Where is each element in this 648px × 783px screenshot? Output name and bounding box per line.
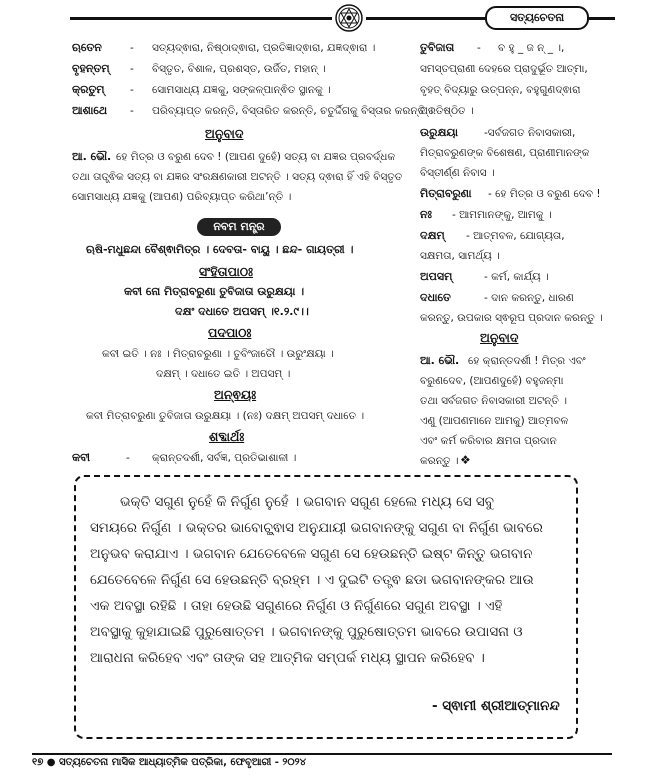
quote-author: - ସ୍ଵାମୀ ଶ୍ରୀଆତ୍ମାନନ୍ଦ: [432, 698, 560, 714]
shabdartha-heading: ଶବ୍ଦାର୍ଥଃ: [209, 429, 245, 444]
gloss-meaning: - କର୍ମ, କାର୍ଯ୍ୟ ।: [484, 271, 549, 283]
padapatha-line: ଦକ୍ଷମ୍ । ଦଧାତେ ଇତି । ଅପସମ୍ ।: [156, 368, 291, 380]
footer-text: ୧୭ ● ସତ୍ୟଚେତନା ମାସିକ ଆଧ୍ୟାତ୍ମିକ ପତ୍ରିକା, ଫେବୃଆରୀ - ୨୦୨୪: [32, 757, 307, 768]
gloss-meaning: - ଆମମାନଙ୍କୁ, ଆମକୁ ।: [452, 209, 552, 221]
quote-line: ଆରାଧନା କରିହେବ ଏବଂ ତାଙ୍କ ସହ ଆତ୍ମିକ ସମ୍ପର୍କ ମଧ୍ୟ ସ୍ଥାପନ କରିହେବ ।: [90, 650, 485, 666]
anubad-label: ଆ. ଭୌ.: [420, 354, 460, 367]
header-rule-left: [70, 17, 332, 20]
gloss-term: ଅପସମ୍: [420, 270, 453, 283]
gloss-sep: -: [130, 105, 134, 117]
anubad-heading: ଅନୁବାଦ: [480, 330, 519, 345]
anubad-line: ଏଣୁ (ଆପଣମାନେ ଆମକୁ) ଆତ୍ମବଳ: [420, 415, 569, 427]
anvaya-line: କବୀ ମିତ୍ରାବରୁଣା ତୁବିଜାତା ଉରୁକ୍ଷୟା । (ନଃ) ଦକ୍ଷମ୍ ଅପସମ୍ ଦଧାତେ ।: [86, 410, 365, 422]
anubad-line: ତଥା ସର୍ବଜଗତ ନିବାସକାରୀ ଅଟନ୍ତି ।: [420, 395, 567, 407]
gloss-term: ଉରୁକ୍ଷୟା: [420, 126, 458, 139]
quote-line: ଅନୁଭବ କରାଯାଏ । ଭଗବାନ ଯେତେବେଳେ ସଗୁଣ ସେ ହେଉଛନ୍ତି ଇଷ୍ଟ କିନ୍ତୁ ଭଗବାନ: [90, 546, 533, 562]
anubad-line: ବରୁଣଦେବ, (ଆପଣଦୁହେଁ) ବହୁଜନ୍ମା: [420, 375, 564, 387]
anubad-line: କରନ୍ତୁ ।: [420, 455, 459, 467]
anubad-heading: ଅନୁବାଦ: [205, 126, 244, 141]
anvaya-heading: ଅନ୍ଵୟଃ: [214, 387, 257, 402]
gloss-sep: -: [126, 452, 130, 464]
gloss-sep: -: [130, 42, 134, 54]
end-mark-icon: ❖: [460, 453, 471, 467]
gloss-meaning: ପରିବ୍ୟାପ୍ତ କରନ୍ତି, ବିସ୍ତାରିତ କରନ୍ତି, ଚତୁର୍ଦ୍ଦିଗକୁ ବିସ୍ତାର କରନ୍ତି ।: [152, 105, 434, 117]
gloss-term: ଦଧାତେ: [420, 291, 451, 304]
gloss-meaning: - ଆତ୍ମବଳ, ଯୋଗ୍ୟତା,: [466, 230, 565, 242]
anubad-line: ହେ ମିତ୍ର ଓ ବରୁଣ ଦେବ ! (ଆପଣ ଦୁହେଁ) ସତ୍ୟ ବା ଯଜ୍ଞର ପ୍ରବର୍ଦ୍ଧକ: [116, 151, 396, 163]
gloss-meaning: ବିସ୍ତୀର୍ଣ୍ଣ ନିବାସ ।: [420, 167, 495, 179]
quote-line: ଭକ୍ତି ସଗୁଣ ନୁହେଁ କି ନିର୍ଗୁଣ ନୁହେଁ । ଭଗବାନ ସଗୁଣ ହେଲେ ମଧ୍ୟ ସେ ସବୁ: [120, 494, 494, 510]
gloss-term: ମିତ୍ରାବରୁଣା: [420, 187, 472, 200]
gloss-sep: -: [477, 42, 481, 54]
anubad-line: ହେ କ୍ରାନ୍ତଦର୍ଶୀ ! ମିତ୍ର ଏବଂ: [468, 355, 586, 367]
gloss-meaning: - ଦାନ କରନ୍ତୁ, ଧାରଣ: [484, 292, 574, 304]
quote-line: ସମୟରେ ନିର୍ଗୁଣ । ଭକ୍ତର ଭାବୋଚ୍ଛ୍ଵାସ ଅନୁଯାୟୀ ଭଗବାନଙ୍କୁ ସଗୁଣ ବା ନିର୍ଗୁଣ ଭାବରେ: [90, 520, 543, 536]
gloss-term: କବୀ: [72, 451, 91, 464]
padapatha-line: କବୀ ଇତି । ନଃ । ମିତ୍ରାବରୁଣା । ତୁବିଂଜାତୌ । ଉରୁଂକ୍ଷୟା ।: [102, 348, 334, 360]
gloss-meaning: -ସର୍ବଜଗତ ନିବାସକାରୀ,: [484, 127, 576, 139]
gloss-term: ଆଶାଥେ: [72, 104, 108, 117]
anubad-label: ଆ. ଭୌ.: [72, 150, 112, 163]
samhita-line: କବୀ ନୋ ମିତ୍ରାବରୁଣା ତୁବିଜାତା ଉରୁକ୍ଷୟା ।: [124, 285, 305, 298]
gloss-term: ଦକ୍ଷମ୍: [420, 229, 445, 242]
gloss-meaning: କ୍ରାନ୍ତଦର୍ଶୀ, ସର୍ବଜ୍ଞ, ପ୍ରତିଭାଶାଳୀ ।: [152, 452, 297, 464]
gloss-meaning: ମିତ୍ରାବରୁଣଙ୍କ ବିଶେଷଣ, ପ୍ରାଣୀମାନଙ୍କ: [420, 147, 590, 159]
gloss-meaning: ସମସ୍ତପ୍ରାଣୀ ଦେହରେ ପ୍ରାଦୁର୍ଭୂତ ଆତ୍ମା,: [420, 63, 588, 75]
anubad-line: ତଥା ତାତ୍ତ୍ଵିକ ସତ୍ୟ ବା ଯଜ୍ଞର ସଂରକ୍ଷଣକାରୀ ଅଟନ୍ତି । ସତ୍ୟ ଦ୍ଵାରା ହିଁ ଏହି ବିସ୍ତୃତ: [72, 171, 403, 183]
quote-line: ଅବସ୍ଥାକୁ କୁହାଯାଇଛି ପୁରୁଷୋତ୍ତମ । ଭଗବାନଙ୍କୁ ପୁରୁଷୋତ୍ତମ ଭାବରେ ଉପାସନା ଓ: [90, 624, 523, 640]
gloss-meaning: ସତ୍ୟଦ୍ଵାରା, ନିଷ୍ଠାଦ୍ଵାରା, ପ୍ରତିଜ୍ଞାଦ୍ଵାରା, ଯଜ୍ଞଦ୍ଵାରା ।: [152, 42, 376, 54]
gloss-sep: -: [130, 84, 134, 96]
gloss-meaning: - ହେ ମିତ୍ର ଓ ବରୁଣ ଦେବ !: [488, 188, 601, 200]
footer-rule: [32, 753, 612, 755]
gloss-meaning: ବ ହୁ _ ଜ ନ୍ _ ।,: [498, 42, 565, 54]
gloss-sep: -: [130, 63, 134, 75]
gloss-term: କ୍ରତୁମ୍: [72, 83, 105, 96]
anubad-line: ସୋମସାଧ୍ୟ ଯଜ୍ଞକୁ (ଆପଣ) ପରିବ୍ୟାପ୍ତ କରିଥା’ନ୍ତି ।: [72, 191, 292, 203]
gloss-meaning: ବୃହତ୍ ବିଦ୍ୟାରୁ ଉତ୍ପନ୍ନ, ବହୁଗୁଣଦ୍ଵାରା: [420, 84, 581, 96]
anubad-line: ଏବଂ କର୍ମ କରିବାର କ୍ଷମତା ପ୍ରଦାନ: [420, 435, 557, 447]
quote-line: ଯେତେବେଳେ ନିର୍ଗୁଣ ସେ ହେଉଛନ୍ତି ବ୍ରହ୍ମ । ଏ ଦୁଇଟି ତତ୍ତ୍ଵ ଛଡା ଭଗବାନଙ୍କର ଆଉ: [90, 572, 534, 588]
header-rule-right: [366, 17, 486, 20]
gloss-term: ତୁବିଜାତା: [420, 41, 455, 54]
rishi-line: ଋଷି-ମଧୁଛନ୍ଦା ବୈଶ୍ଵାମିତ୍ର । ଦେବତା- ବାୟୁ । ଛନ୍ଦ- ଗାୟତ୍ରୀ ।: [86, 243, 354, 256]
magazine-title: ସତ୍ୟଚେତନା: [485, 6, 589, 30]
gloss-meaning: ପ୍ରତିଷ୍ଠିତ ।: [420, 105, 474, 117]
samhita-heading: ସଂହିତାପାଠଃ: [199, 264, 253, 279]
gloss-meaning: ସକ୍ଷମତା, ସାମର୍ଥ୍ୟ ।: [420, 250, 500, 262]
samhita-line: ଦକ୍ଷଂ ଦଧାତେ ଅପସମ୍ ।୧.୨.୯।।: [175, 305, 309, 318]
gloss-term: ବୃହନ୍ତମ୍: [72, 62, 110, 75]
padapatha-heading: ପଦପାଠଃ: [208, 325, 252, 340]
gloss-meaning: କରନ୍ତୁ, ଉପକାର ସ୍ଵରୂପ ପ୍ରଦାନ କରନ୍ତୁ ।: [420, 312, 603, 324]
header-rule-far-right: [585, 17, 615, 20]
mantra-number-badge: ନବମ ମନ୍ତ୍ର: [197, 218, 281, 236]
gloss-meaning: ସୋମସାଧ୍ୟ ଯଜ୍ଞକୁ, ସଙ୍କଳ୍ପାନ୍ଵିତ ସ୍ଥାନକୁ ।: [152, 84, 331, 96]
gloss-term: ଋତେନ: [72, 41, 102, 54]
gloss-term: ନଃ: [420, 208, 432, 221]
quote-line: ଏକ ଅବସ୍ଥା ରହିଛି । ତାହା ହେଉଛି ସଗୁଣରେ ନିର୍ଗୁଣ ଓ ନିର୍ଗୁଣରେ ସଗୁଣ ଅବସ୍ଥା । ଏହି: [90, 598, 503, 614]
om-emblem-icon: [334, 3, 364, 33]
gloss-meaning: ବିସ୍ତୃତ, ବିଶାଳ, ପ୍ରଶସ୍ତ, ଉର୍ଜିତ, ମହାନ୍ ।: [152, 63, 326, 75]
